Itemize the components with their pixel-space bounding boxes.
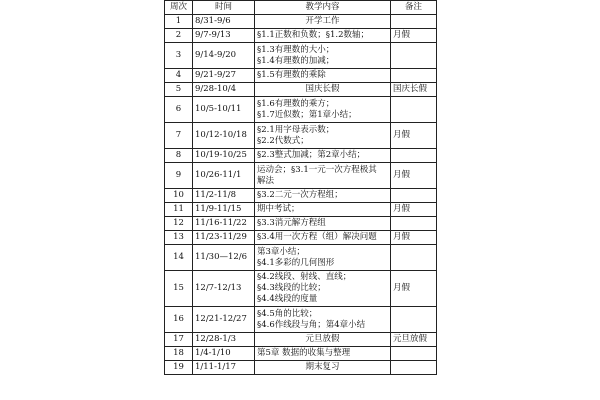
header-week: 周次	[165, 1, 193, 15]
note-cell: 国庆长假	[391, 83, 437, 97]
content-line: 第3章小结；	[257, 246, 305, 257]
table-row	[165, 29, 437, 43]
week-cell: 9	[165, 163, 193, 189]
content-cell	[255, 333, 391, 347]
table-row	[165, 245, 437, 271]
note-cell: 月假	[391, 29, 437, 43]
note-cell: 月假	[391, 123, 437, 149]
time-cell: 9/14-9/20	[193, 43, 255, 69]
week-cell: 11	[165, 203, 193, 217]
time-cell: 10/19-10/25	[193, 149, 255, 163]
table-row	[165, 149, 437, 163]
content-line: §1.1正数和负数；§1.2数轴；	[257, 30, 370, 40]
time-cell: 12/7-12/13	[193, 271, 255, 307]
content-line: §4.4线段的度量	[257, 294, 318, 304]
content-line: 解法	[257, 175, 275, 186]
content-line: 国庆长假	[305, 84, 340, 94]
table-row	[165, 69, 437, 83]
week-cell: 2	[165, 29, 193, 43]
table-row	[165, 15, 437, 29]
week-cell: 15	[165, 271, 193, 307]
content-cell	[255, 245, 391, 271]
table-row	[165, 163, 437, 189]
time-cell: 10/26-11/1	[193, 163, 255, 189]
week-cell: 4	[165, 69, 193, 83]
table-row	[165, 217, 437, 231]
week-cell: 1	[165, 15, 193, 29]
note-cell	[391, 189, 437, 203]
content-line: §4.2线段、射线、直线；	[257, 272, 352, 282]
content-line: 运动会；§3.1一元一次方程极其	[257, 164, 377, 175]
content-cell	[255, 29, 391, 43]
content-line: §3.3消元解方程组	[257, 218, 326, 228]
time-cell: 9/7-9/13	[193, 29, 255, 43]
time-cell: 1/4-1/10	[193, 347, 255, 361]
time-cell: 1/11-1/17	[193, 361, 255, 375]
content-cell	[255, 97, 391, 123]
content-line: §2.3整式加减；第2章小结；	[257, 150, 366, 160]
week-cell: 19	[165, 361, 193, 375]
content-line: 期中考试；	[257, 204, 300, 214]
time-cell: 11/30—12/6	[193, 245, 255, 271]
week-cell: 16	[165, 307, 193, 333]
time-cell: 11/9-11/15	[193, 203, 255, 217]
note-cell	[391, 97, 437, 123]
content-cell	[255, 163, 391, 189]
week-cell: 18	[165, 347, 193, 361]
content-line: 元旦放假	[305, 334, 340, 344]
content-line: §1.3有理数的大小；	[257, 44, 335, 55]
table-row	[165, 97, 437, 123]
week-cell: 7	[165, 123, 193, 149]
content-line: §2.2代数式；	[257, 135, 309, 146]
week-cell: 3	[165, 43, 193, 69]
table-row	[165, 203, 437, 217]
table-row	[165, 189, 437, 203]
content-line: §4.5角的比较；	[257, 308, 318, 319]
time-cell: 8/31-9/6	[193, 15, 255, 29]
content-cell	[255, 347, 391, 361]
note-cell	[391, 69, 437, 83]
week-cell: 10	[165, 189, 193, 203]
content-cell	[255, 189, 391, 203]
content-cell	[255, 123, 391, 149]
note-cell	[391, 347, 437, 361]
content-line: 期末复习	[305, 362, 340, 372]
time-cell: 11/23-11/29	[193, 231, 255, 245]
content-line: §4.3线段的比较；	[257, 283, 326, 293]
content-cell	[255, 217, 391, 231]
content-cell	[255, 43, 391, 69]
content-cell	[255, 69, 391, 83]
week-cell: 13	[165, 231, 193, 245]
note-cell: 月假	[391, 163, 437, 189]
week-cell: 6	[165, 97, 193, 123]
week-cell: 17	[165, 333, 193, 347]
table-row	[165, 333, 437, 347]
content-cell	[255, 15, 391, 29]
note-cell: 月假	[391, 271, 437, 307]
content-cell	[255, 203, 391, 217]
week-cell: 14	[165, 245, 193, 271]
time-cell: 11/16-11/22	[193, 217, 255, 231]
content-line: §3.4用一次方程（组）解决问题	[257, 232, 377, 242]
table-row	[165, 231, 437, 245]
note-cell: 月假	[391, 231, 437, 245]
schedule-sheet	[164, 0, 437, 375]
content-line: §3.2二元一次方程组；	[257, 190, 343, 200]
content-cell	[255, 83, 391, 97]
time-cell: 10/5-10/11	[193, 97, 255, 123]
note-cell	[391, 217, 437, 231]
header-row	[165, 1, 437, 15]
week-cell: 5	[165, 83, 193, 97]
note-cell: 元旦放假	[391, 333, 437, 347]
time-cell: 9/28-10/4	[193, 83, 255, 97]
header-content: 教学内容	[255, 1, 391, 15]
note-cell	[391, 245, 437, 271]
teaching-schedule-table	[164, 0, 437, 375]
content-line: §1.4有理数的加减；	[257, 55, 335, 66]
content-cell	[255, 271, 391, 307]
content-line: §1.7近似数；第1章小结；	[257, 109, 357, 120]
content-cell	[255, 307, 391, 333]
header-note: 备注	[391, 1, 437, 15]
content-cell	[255, 361, 391, 375]
note-cell	[391, 361, 437, 375]
time-cell: 11/2-11/8	[193, 189, 255, 203]
content-line: 开学工作	[305, 16, 340, 26]
table-row	[165, 271, 437, 307]
note-cell: 月假	[391, 203, 437, 217]
content-cell	[255, 231, 391, 245]
note-cell	[391, 15, 437, 29]
content-line: 第5章 数据的收集与整理	[257, 348, 351, 358]
time-cell: 12/28-1/3	[193, 333, 255, 347]
table-row	[165, 83, 437, 97]
week-cell: 8	[165, 149, 193, 163]
content-line: §4.6作线段与角；第4章小结	[257, 319, 366, 330]
content-cell	[255, 149, 391, 163]
time-cell: 9/21-9/27	[193, 69, 255, 83]
content-line: §1.5有理数的乘除	[257, 70, 326, 80]
note-cell	[391, 43, 437, 69]
table-row	[165, 347, 437, 361]
table-row	[165, 361, 437, 375]
content-line: §4.1多彩的几何图形	[257, 257, 335, 268]
content-line: §1.6有理数的乘方；	[257, 98, 335, 109]
table-row	[165, 123, 437, 149]
header-time: 时间	[193, 1, 255, 15]
note-cell	[391, 307, 437, 333]
time-cell: 10/12-10/18	[193, 123, 255, 149]
time-cell: 12/21-12/27	[193, 307, 255, 333]
table-row	[165, 43, 437, 69]
note-cell	[391, 149, 437, 163]
table-row	[165, 307, 437, 333]
week-cell: 12	[165, 217, 193, 231]
content-line: §2.1用字母表示数；	[257, 124, 335, 135]
